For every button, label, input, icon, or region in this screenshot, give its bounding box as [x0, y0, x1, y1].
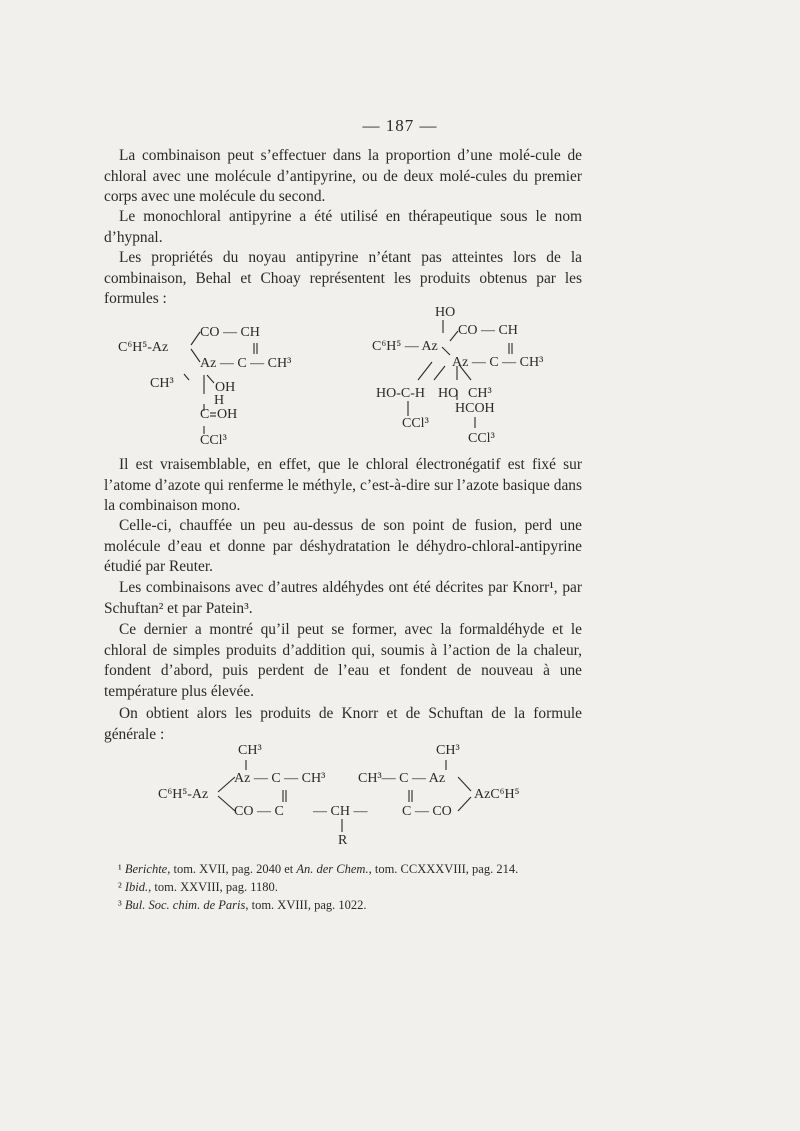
formula3-c6h5-az: C⁶H⁵-Az [158, 787, 209, 802]
formula2-co-ch: CO — CH [458, 323, 518, 338]
formula-mono [118, 322, 318, 452]
formula2-ho: HO [438, 386, 459, 401]
formula1-c: C [200, 407, 210, 422]
paragraph-1: La combinaison peut s’effectuer dans la proportion d’une molé-cule de chloral avec une molécule d’antipyrine, ou de deux molé-cules du premier corps avec une molécule du second. [104, 147, 582, 206]
footnote-2 [118, 881, 278, 894]
formula2-ho-c-h: HO-C-H [376, 386, 425, 401]
formula-di [372, 304, 592, 452]
footnote-source: Bul. Soc. chim. de Paris [124, 898, 246, 912]
footnote-text-2: , tom. CCXXXVIII, pag. 214. [368, 862, 519, 876]
footnote-3 [118, 899, 367, 912]
formula1-c6h5-az: C⁶H⁵-Az [118, 340, 169, 355]
formula3-ch3-left: CH³ [238, 743, 262, 758]
footnote-mark: ¹ [118, 862, 122, 876]
formula2-ch3: CH³ [468, 386, 492, 401]
formula1-h: H [214, 393, 225, 408]
formula1-ccl3: CCl³ [200, 433, 227, 448]
paragraph-7: Ce dernier a montré qu’il peut se former, avec la formaldéhyde et le chloral de simples produits d’addition qui, soumis à l’action de la chaleur, fondent d’abord, puis perdent de l’eau et fondent de nouveau à une température plus élevée. [104, 621, 582, 700]
footnote-source: Berichte [124, 862, 168, 876]
footnote-source-2: An. der Chem. [296, 862, 369, 876]
paragraph-2: Le monochloral antipyrine a été utilisé en thérapeutique sous le nom d’hypnal. [104, 208, 582, 246]
footnote-mark: ³ [118, 898, 122, 912]
footnote-text: , tom. XVII, pag. 2040 et [167, 862, 297, 876]
footnote-1 [118, 863, 518, 876]
formula2-ho-top: HO [435, 305, 456, 320]
formula3-ch3-c-az: CH³— C — Az [358, 771, 446, 786]
paragraph-5: Celle-ci, chauffée un peu au-dessus de son point de fusion, perd une molécule d’eau et donne par déshydratation le déhydro-chloral-antipyrine étudié par Reuter. [104, 517, 582, 576]
formula1-oh2: OH [217, 407, 238, 422]
formula2-c6h5-az: C⁶H⁵ — Az [372, 339, 438, 354]
formula2-hcoh: HCOH [455, 401, 495, 416]
paragraph-8: On obtient alors les produits de Knorr et de Schuftan de la formule générale : [104, 705, 582, 743]
paragraph-3: Les propriétés du noyau antipyrine n’étant pas atteintes lors de la combinaison, Behal et Choay représentent les produits obtenus par les formules : [104, 249, 582, 308]
formula3-azc6h5: AzC⁶H⁵ [474, 787, 520, 802]
formula-general [158, 742, 558, 852]
formula1-az-c-ch3: Az — C — CH³ [200, 356, 292, 371]
page-number: — 187 — [362, 116, 438, 135]
formula1-oh1: OH [215, 380, 236, 395]
formula3-co-c: CO — C [234, 804, 284, 819]
formula3-ch: — CH — [313, 804, 368, 819]
formula1-ch3: CH³ [150, 376, 174, 391]
footnote-source: Ibid. [124, 880, 149, 894]
formula2-az-c-ch3: Az — C — CH³ [452, 355, 544, 370]
formula1-co-ch: CO — CH [200, 325, 260, 340]
formula2-ccl3-left: CCl³ [402, 416, 429, 431]
formula2-ccl3-right: CCl³ [468, 431, 495, 446]
formula3-c-co: C — CO [402, 804, 452, 819]
footnote-mark: ² [118, 880, 122, 894]
paragraph-6: Les combinaisons avec d’autres aldéhydes ont été décrites par Knorr¹, par Schuftan² et par Patein³. [104, 579, 582, 617]
footnote-text: , tom. XXVIII, pag. 1180. [148, 880, 278, 894]
formula3-r: R [338, 833, 348, 848]
footnote-text: , tom. XVIII, pag. 1022. [245, 898, 367, 912]
paragraph-4: Il est vraisemblable, en effet, que le chloral électronégatif est fixé sur l’atome d’azote qui renferme le méthyle, c’est-à-dire sur l’azote basique dans la combinaison mono. [104, 456, 582, 515]
formula3-ch3-right: CH³ [436, 743, 460, 758]
formula3-az-c-ch3: Az — C — CH³ [234, 771, 326, 786]
